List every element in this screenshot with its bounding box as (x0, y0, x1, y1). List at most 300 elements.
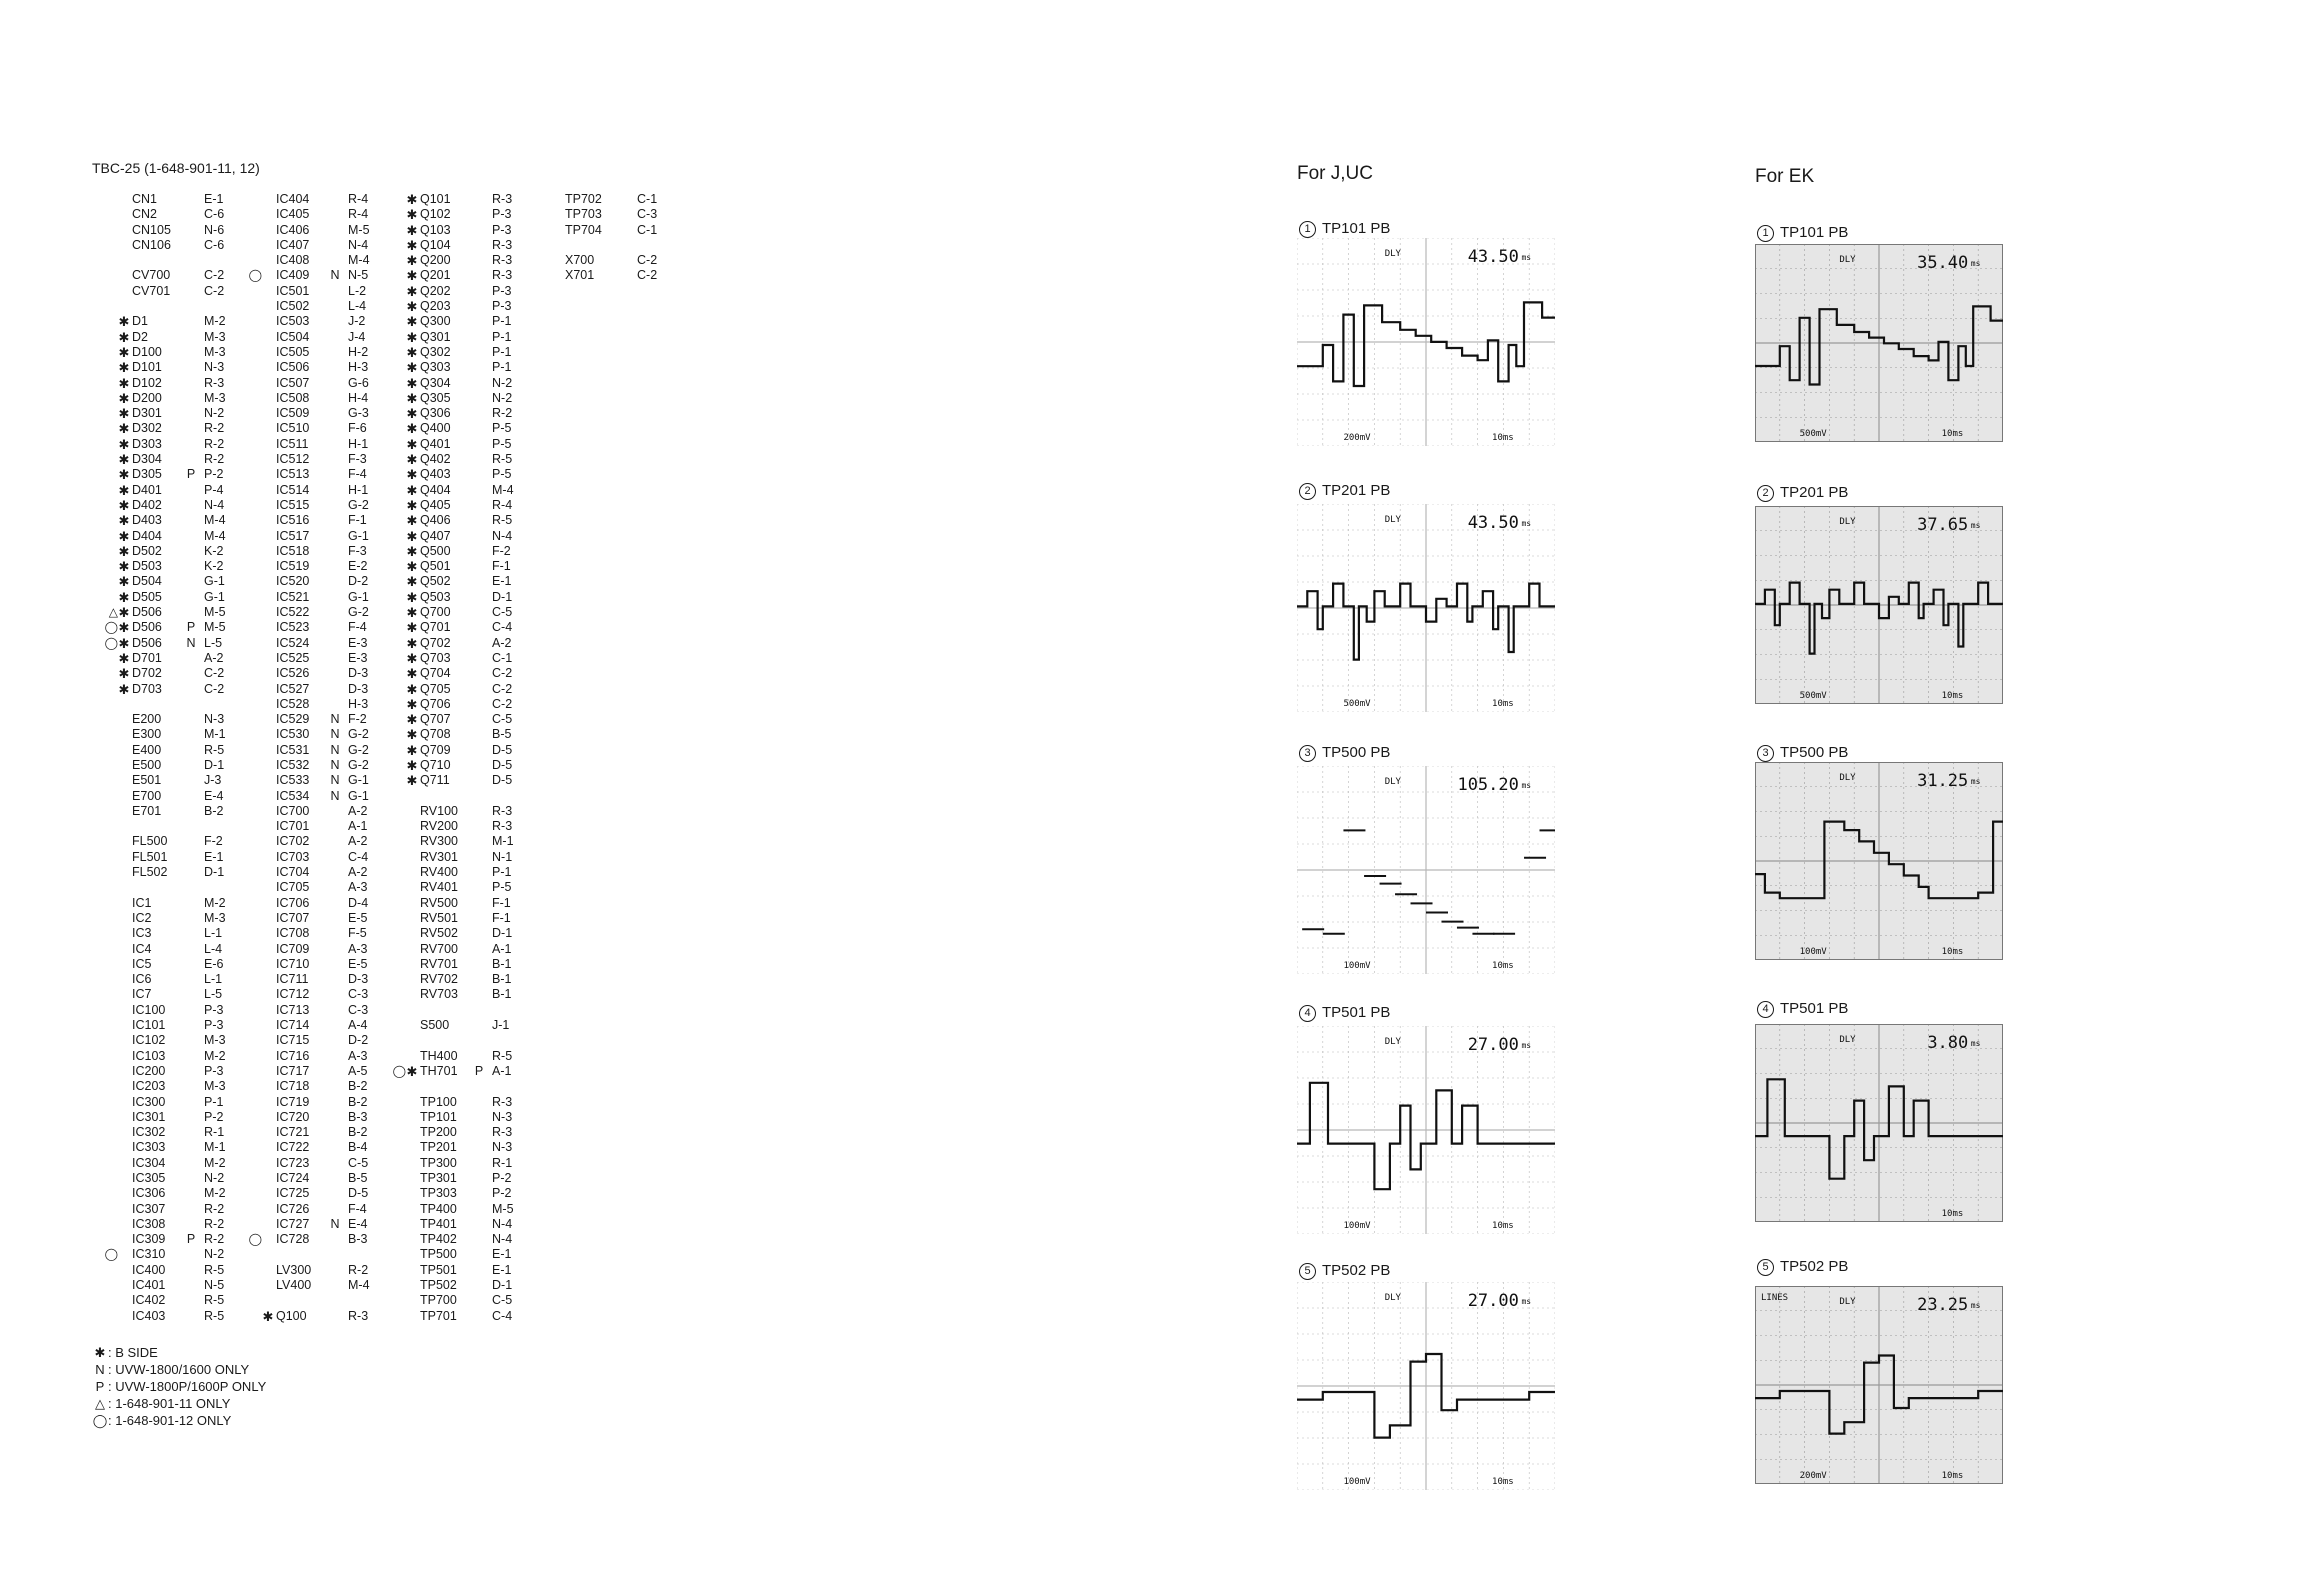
ref-designator: D401 (132, 482, 162, 497)
board-location: C-3 (348, 987, 369, 1002)
delay-time: 35.40 (1917, 253, 1969, 273)
model-flag: N (330, 268, 340, 283)
board-location: F-1 (492, 895, 511, 910)
board-location: R-2 (204, 1232, 225, 1247)
time-per-div: 10ms (1941, 1209, 1964, 1219)
ref-designator: D701 (132, 650, 162, 665)
delay-label: DLY (1384, 249, 1401, 259)
ref-designator: D1 (132, 314, 148, 329)
b-side-mark: ✱ (118, 375, 130, 391)
ref-designator: IC711 (276, 972, 309, 987)
delay-unit: ms (1970, 777, 1981, 786)
ref-designator: IC703 (276, 849, 310, 864)
ref-designator: IC517 (276, 528, 310, 543)
ref-designator: Q709 (420, 742, 451, 757)
ref-designator: IC310 (132, 1247, 166, 1262)
board-location: A-2 (492, 635, 512, 650)
board-location: H-1 (348, 436, 369, 451)
ref-designator: Q104 (420, 237, 451, 252)
ref-designator: IC302 (132, 1125, 166, 1140)
board-location: C-3 (637, 207, 658, 222)
board-location: J-1 (492, 1018, 510, 1033)
b-side-mark: ✱ (406, 436, 418, 452)
test-point-label (1757, 224, 1848, 242)
ref-designator: CN1 (132, 192, 158, 206)
oscilloscope-trace (1297, 1282, 1555, 1490)
board-location: D-3 (348, 666, 369, 681)
ref-designator: IC521 (276, 589, 310, 604)
board-location: P-3 (204, 1063, 224, 1078)
ref-designator: RV100 (420, 803, 458, 818)
ref-designator: IC505 (276, 344, 310, 359)
ref-designator: Q402 (420, 452, 451, 467)
ref-designator: Q407 (420, 528, 451, 543)
board-location: C-2 (492, 666, 513, 681)
waveform-group-title: For J,UC (1297, 163, 1373, 184)
board-location: N-5 (348, 268, 369, 283)
b-side-mark: ✱ (118, 329, 130, 345)
oscilloscope-trace (1755, 244, 2003, 442)
board-location: A-1 (492, 1063, 512, 1078)
b-side-mark: ✱ (406, 452, 418, 468)
b-side-mark: ✱ (118, 421, 130, 437)
oscilloscope-trace (1297, 238, 1555, 446)
b-side-mark: ✱ (406, 543, 418, 559)
board-location: C-2 (637, 268, 658, 283)
board-location: P-1 (492, 329, 512, 344)
ref-designator: IC301 (132, 1109, 166, 1124)
ref-designator: IC728 (276, 1232, 310, 1247)
b-side-mark: ✱ (406, 681, 418, 697)
board-location: M-4 (204, 513, 226, 528)
test-point-name: TP502 PB (1322, 1262, 1391, 1279)
circled-number: 2 (1757, 485, 1774, 502)
board-location: N-2 (204, 1247, 225, 1262)
ref-designator: IC7 (132, 987, 152, 1002)
board-location: L-2 (348, 283, 367, 298)
ref-designator: Q704 (420, 666, 451, 681)
ref-designator: IC532 (276, 757, 310, 772)
board-location: A-4 (348, 1018, 368, 1033)
ref-designator: CN106 (132, 237, 171, 252)
ref-designator: D305 (132, 467, 162, 482)
board-location: A-5 (348, 1063, 368, 1078)
ref-designator: IC722 (276, 1140, 310, 1155)
ref-designator: RV703 (420, 987, 458, 1002)
b-side-mark: ✱ (406, 406, 418, 422)
board-location: M-2 (204, 1186, 226, 1201)
model-flag: N (330, 757, 340, 772)
b-side-mark: ✱ (118, 314, 130, 330)
board-location: F-3 (348, 452, 367, 467)
ref-designator: D505 (132, 589, 162, 604)
b-side-mark: ✱ (406, 360, 418, 376)
b-side-mark: ✱ (406, 513, 418, 529)
ref-designator: Q503 (420, 589, 451, 604)
ref-designator: Q710 (420, 757, 451, 772)
ref-designator: D101 (132, 360, 162, 375)
board-location: G-2 (348, 742, 369, 757)
ref-designator: TP201 (420, 1140, 457, 1155)
test-point-name: TP500 PB (1780, 744, 1849, 761)
oscilloscope-trace (1755, 762, 2003, 960)
b-side-mark: ✱ (406, 421, 418, 437)
ref-designator: IC709 (276, 941, 310, 956)
board-location: N-6 (204, 222, 225, 237)
ref-designator: D304 (132, 452, 162, 467)
ref-designator: TP200 (420, 1125, 457, 1140)
test-point-name: TP501 PB (1322, 1004, 1391, 1021)
board-location: B-2 (348, 1079, 368, 1094)
board-location: K-2 (204, 543, 224, 558)
ref-designator: TP402 (420, 1232, 457, 1247)
ref-designator: IC501 (276, 283, 310, 298)
ref-designator: IC305 (132, 1171, 166, 1185)
board-location: P-4 (204, 482, 224, 497)
ref-designator: IC308 (132, 1216, 166, 1231)
legend-item (92, 1395, 266, 1412)
board-location: G-1 (348, 528, 369, 543)
board-location: M-3 (204, 390, 226, 405)
ref-designator: IC724 (276, 1171, 310, 1185)
ref-designator: D303 (132, 436, 162, 451)
ref-designator: D100 (132, 344, 162, 359)
board-location: E-4 (348, 1216, 368, 1231)
board-location: P-5 (492, 436, 512, 451)
board-location: D-3 (348, 972, 369, 987)
test-point-label (1299, 482, 1390, 500)
board-location: B-2 (348, 1094, 368, 1109)
board-location: D-5 (492, 773, 513, 788)
ref-designator: IC531 (276, 742, 310, 757)
board-location: M-4 (348, 1278, 370, 1293)
b-side-mark: ✱ (118, 452, 130, 468)
ref-designator: TP704 (565, 222, 602, 237)
board-location: M-4 (348, 253, 370, 268)
board-location: R-3 (492, 192, 513, 206)
board-location: R-5 (492, 513, 513, 528)
ref-designator: IC503 (276, 314, 310, 329)
volts-per-div: 200mV (1799, 1471, 1827, 1481)
board-location: R-3 (492, 1125, 513, 1140)
board-location: G-1 (348, 788, 369, 803)
volts-per-div: 100mV (1343, 961, 1371, 971)
ref-designator: IC525 (276, 650, 310, 665)
volts-per-div: 500mV (1799, 691, 1827, 701)
board-location: N-3 (204, 712, 225, 727)
legend-item (92, 1361, 266, 1378)
ref-designator: X700 (565, 253, 595, 268)
board-location: F-4 (348, 1201, 367, 1216)
ref-designator: CN105 (132, 222, 171, 237)
time-per-div: 10ms (1492, 1477, 1514, 1487)
delay-label: DLY (1384, 1293, 1401, 1303)
board-location: J-3 (204, 773, 222, 788)
board-location: A-2 (348, 803, 368, 818)
board-location: E-1 (492, 574, 512, 589)
ref-designator: IC508 (276, 390, 310, 405)
test-point-name: TP101 PB (1780, 224, 1849, 241)
ref-designator: CV701 (132, 283, 171, 298)
ref-designator: TP100 (420, 1094, 457, 1109)
board-location: R-4 (348, 207, 369, 222)
b-side-mark: ✱ (406, 344, 418, 360)
ref-designator: Q400 (420, 421, 451, 436)
board-location: N-2 (204, 406, 225, 421)
ref-designator: RV401 (420, 880, 458, 895)
board-location: M-2 (204, 314, 226, 329)
ref-designator: Q706 (420, 696, 451, 711)
delay-time: 23.25 (1917, 1295, 1969, 1315)
board-location: F-4 (348, 620, 367, 635)
ref-designator: IC6 (132, 972, 152, 987)
board-location: N-4 (204, 497, 225, 512)
board-location: G-1 (348, 773, 369, 788)
ref-designator: Q702 (420, 635, 451, 650)
board-location: B-4 (348, 1140, 368, 1155)
board-location: R-3 (348, 1308, 369, 1323)
ref-designator: IC704 (276, 865, 310, 880)
ref-designator: IC511 (276, 436, 309, 451)
legend-symbol: △ (95, 1396, 105, 1411)
legend-text: : B SIDE (108, 1345, 158, 1360)
board-location: M-1 (204, 1140, 226, 1155)
board-location: R-2 (204, 436, 225, 451)
board-location: D-1 (204, 865, 225, 880)
ref-designator: E701 (132, 803, 162, 818)
b-side-mark: ✱ (406, 314, 418, 330)
board-location: C-6 (204, 237, 225, 252)
board-location: H-3 (348, 696, 369, 711)
board-location: E-5 (348, 910, 368, 925)
ref-designator: E400 (132, 742, 162, 757)
b-side-mark: ✱ (118, 406, 130, 422)
board-location: N-3 (492, 1109, 513, 1124)
ref-designator: IC534 (276, 788, 310, 803)
oscilloscope-screen (1297, 504, 1555, 712)
delay-label: DLY (1839, 1035, 1856, 1045)
ref-designator: IC527 (276, 681, 310, 696)
ref-designator: RV400 (420, 865, 458, 880)
board-location: P-3 (492, 207, 512, 222)
board-location: R-5 (492, 1048, 513, 1063)
board-location: R-2 (204, 452, 225, 467)
legend-text: : UVW-1800P/1600P ONLY (108, 1379, 267, 1394)
ref-designator: TH400 (420, 1048, 458, 1063)
board-location: G-1 (204, 574, 225, 589)
ref-designator: Q305 (420, 390, 451, 405)
board-location: R-2 (348, 1262, 369, 1277)
board-location: R-1 (204, 1125, 225, 1140)
board-location: R-5 (204, 1293, 225, 1308)
volts-per-div: 100mV (1343, 1477, 1371, 1487)
board-location: L-4 (204, 941, 223, 956)
model-flag: P (474, 1063, 484, 1078)
b-side-mark: ✱ (262, 1308, 274, 1324)
board-location: P-5 (492, 880, 512, 895)
board-location: B-3 (348, 1232, 368, 1247)
board-location: P-2 (204, 1109, 224, 1124)
board-location: P-2 (492, 1171, 512, 1185)
ref-designator: IC102 (132, 1033, 166, 1048)
delay-label: DLY (1839, 773, 1856, 783)
delay-label: DLY (1839, 517, 1856, 527)
b-side-mark: ✱ (118, 666, 130, 682)
ref-designator: D506 (132, 605, 162, 620)
board-location: L-5 (204, 635, 223, 650)
b-side-mark: ✱ (406, 283, 418, 299)
oscilloscope-trace (1297, 1026, 1555, 1234)
ref-designator: IC520 (276, 574, 310, 589)
ref-designator: CN2 (132, 207, 158, 222)
delay-label: DLY (1384, 1037, 1401, 1047)
ref-designator: CV700 (132, 268, 171, 283)
board-location: R-5 (204, 1262, 225, 1277)
time-per-div: 10ms (1492, 433, 1514, 443)
b-side-mark: ✱ (406, 192, 418, 207)
board-location: D-2 (348, 574, 369, 589)
ref-designator: IC708 (276, 926, 310, 941)
legend-symbol: N (95, 1362, 105, 1377)
board-location: M-4 (492, 482, 514, 497)
board-location: R-3 (492, 819, 513, 834)
b-side-mark: ✱ (406, 589, 418, 605)
circled-number: 3 (1757, 745, 1774, 762)
ref-designator: IC3 (132, 926, 152, 941)
ref-designator: D702 (132, 666, 162, 681)
delay-unit: ms (1970, 259, 1981, 268)
b-side-mark: ✱ (406, 773, 418, 789)
board-location: C-2 (204, 283, 225, 298)
ref-designator: Q102 (420, 207, 451, 222)
model-flag: N (330, 742, 340, 757)
ref-designator: Q502 (420, 574, 451, 589)
board-location: P-2 (492, 1186, 512, 1201)
board-location: L-4 (348, 299, 367, 314)
board-location: G-3 (348, 406, 369, 421)
ref-designator: IC515 (276, 497, 310, 512)
ref-designator: IC2 (132, 910, 152, 925)
ref-designator: IC509 (276, 406, 310, 421)
board-location: F-3 (348, 543, 367, 558)
symbol-legend (92, 1344, 266, 1429)
b-side-mark: ✱ (406, 528, 418, 544)
b-side-mark: ✱ (118, 344, 130, 360)
board-location: M-3 (204, 329, 226, 344)
board-location: M-4 (204, 528, 226, 543)
ref-designator: IC713 (276, 1002, 310, 1017)
test-point-name: TP500 PB (1322, 744, 1391, 761)
b-side-mark: ✱ (406, 329, 418, 345)
ref-designator: IC519 (276, 559, 310, 574)
board-location: P-5 (492, 421, 512, 436)
model-flag: N (330, 773, 340, 788)
ref-designator: IC720 (276, 1109, 310, 1124)
board-location: R-4 (492, 497, 513, 512)
board-location: B-5 (492, 727, 512, 742)
board-location: A-2 (348, 834, 368, 849)
ref-designator: Q708 (420, 727, 451, 742)
board-location: J-2 (348, 314, 366, 329)
ref-designator: IC518 (276, 543, 310, 558)
ref-designator: Q405 (420, 497, 451, 512)
board-location: B-2 (348, 1125, 368, 1140)
ref-designator: D2 (132, 329, 148, 344)
ref-designator: IC700 (276, 803, 310, 818)
board-location: P-3 (492, 283, 512, 298)
board-location: M-2 (204, 1155, 226, 1170)
ref-designator: IC300 (132, 1094, 166, 1109)
board-location: P-1 (492, 314, 512, 329)
legend-text: : 1-648-901-11 ONLY (108, 1396, 231, 1411)
ref-designator: Q404 (420, 482, 451, 497)
ref-designator: IC524 (276, 635, 310, 650)
delay-unit: ms (1970, 521, 1981, 530)
b-side-mark: ✱ (406, 482, 418, 498)
time-per-div: 10ms (1492, 961, 1514, 971)
delay-label: DLY (1384, 777, 1401, 787)
board-location: M-5 (492, 1201, 514, 1216)
ref-designator: IC400 (132, 1262, 166, 1277)
board-location: D-5 (492, 757, 513, 772)
board-location: R-5 (204, 1308, 225, 1323)
test-point-label (1299, 1004, 1390, 1022)
board-location: M-1 (492, 834, 514, 849)
board-location: C-2 (204, 681, 225, 696)
ref-designator: TP101 (420, 1109, 457, 1124)
board-location: F-1 (492, 910, 511, 925)
board-location: M-1 (204, 727, 226, 742)
ref-designator: IC528 (276, 696, 310, 711)
ref-designator: RV700 (420, 941, 458, 956)
ref-designator: IC716 (276, 1048, 310, 1063)
ref-designator: IC200 (132, 1063, 166, 1078)
delay-unit: ms (1521, 781, 1532, 790)
ref-designator: FL502 (132, 865, 168, 880)
ref-designator: IC306 (132, 1186, 166, 1201)
ref-designator: IC506 (276, 360, 310, 375)
board-location: R-4 (348, 192, 369, 206)
time-per-div: 10ms (1492, 699, 1514, 709)
delay-unit: ms (1521, 253, 1532, 262)
test-point-label (1299, 1262, 1390, 1280)
delay-unit: ms (1521, 1297, 1532, 1306)
board-location: E-1 (204, 849, 224, 864)
b-side-mark: ✱ (406, 497, 418, 513)
b-side-mark: ✱ (118, 390, 130, 406)
circled-number: 4 (1757, 1001, 1774, 1018)
ref-designator: IC510 (276, 421, 310, 436)
b-side-mark: ✱ (406, 222, 418, 238)
ref-designator: Q200 (420, 253, 451, 268)
ref-designator: Q500 (420, 543, 451, 558)
b-side-mark: ✱ (118, 467, 130, 483)
ref-designator: IC705 (276, 880, 310, 895)
board-location: F-6 (348, 421, 367, 436)
board-location: F-2 (204, 834, 223, 849)
volts-per-div: 500mV (1343, 699, 1371, 709)
oscilloscope-screen (1297, 766, 1555, 974)
ref-designator: IC101 (132, 1018, 166, 1033)
board-location: C-1 (492, 650, 513, 665)
board-location: G-2 (348, 497, 369, 512)
b-side-mark: ✱ (118, 559, 130, 575)
ref-designator: D703 (132, 681, 162, 696)
test-point-name: TP101 PB (1322, 220, 1391, 237)
b-side-mark: ✱ (406, 1063, 418, 1079)
board-location: R-2 (204, 1201, 225, 1216)
board-location: P-1 (492, 360, 512, 375)
